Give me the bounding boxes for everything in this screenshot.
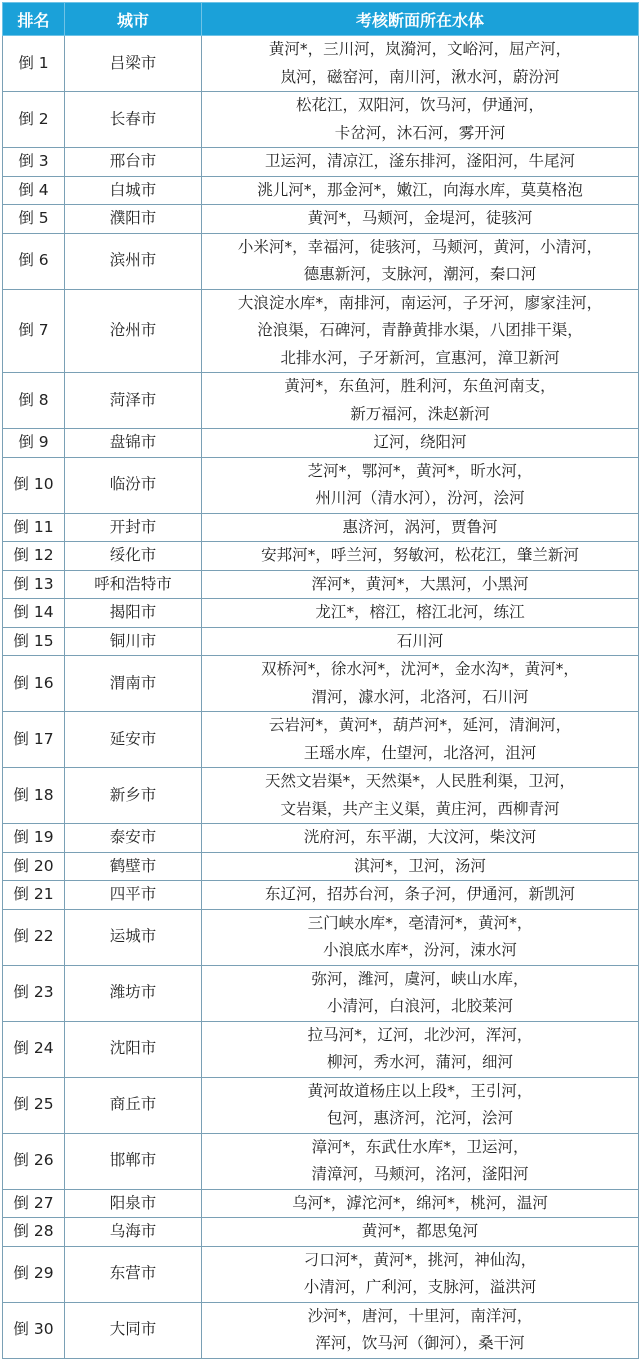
city-cell: 泰安市 (65, 824, 202, 853)
rank-cell: 倒 21 (3, 881, 65, 910)
table-row (3, 205, 639, 234)
rank-cell: 倒 8 (3, 373, 65, 429)
header-water: 考核断面所在水体 (202, 3, 639, 36)
rank-cell: 倒 9 (3, 429, 65, 458)
rank-cell: 倒 11 (3, 513, 65, 542)
water-cell (202, 542, 639, 571)
water-cell (202, 36, 639, 92)
water-cell (202, 1246, 639, 1302)
table-row (3, 513, 639, 542)
water-line: 芝河*，鄂河*，黄河*，昕水河， (307, 461, 533, 480)
table-row (3, 1218, 639, 1247)
header-city: 城市 (65, 3, 202, 36)
city-cell: 邢台市 (65, 148, 202, 177)
table-row (3, 92, 639, 148)
rank-cell: 倒 1 (3, 36, 65, 92)
rank-cell: 倒 15 (3, 627, 65, 656)
table-row (3, 712, 639, 768)
city-cell: 濮阳市 (65, 205, 202, 234)
city-cell: 潍坊市 (65, 965, 202, 1021)
water-line: 黄河*，都思兔河 (361, 1222, 479, 1240)
city-cell: 滨州市 (65, 233, 202, 289)
water-cell (202, 92, 639, 148)
water-cell (202, 1218, 639, 1247)
table-body (3, 36, 639, 1359)
rank-cell: 倒 7 (3, 289, 65, 373)
table-row (3, 965, 639, 1021)
water-cell (202, 599, 639, 628)
city-cell: 新乡市 (65, 768, 202, 824)
water-line: 小浪底水库*，汾河，涑水河 (323, 941, 517, 959)
water-line: 卫运河，清凉江，滏东排河，滏阳河，牛尾河 (264, 152, 575, 170)
table-row (3, 909, 639, 965)
city-cell: 菏泽市 (65, 373, 202, 429)
header-rank: 排名 (3, 3, 65, 36)
rank-cell: 倒 28 (3, 1218, 65, 1247)
city-cell: 沈阳市 (65, 1021, 202, 1077)
city-cell: 铜川市 (65, 627, 202, 656)
water-line: 沙河*，唐河，十里河，南洋河， (307, 1306, 533, 1325)
water-line: 三门峡水库*，亳清河*，黄河*， (307, 913, 533, 932)
water-line: 文岩渠，共产主义渠，黄庄河，西柳青河 (280, 799, 560, 818)
rank-cell: 倒 13 (3, 570, 65, 599)
table-row (3, 656, 639, 712)
table-row (3, 1077, 639, 1133)
water-line: 双桥河*，徐水河*，沋河*，金水沟*，黄河*， (261, 660, 579, 678)
city-cell: 呼和浩特市 (65, 570, 202, 599)
water-line: 安邦河*，呼兰河，努敏河，松花江，肇兰新河 (261, 546, 579, 564)
rank-cell: 倒 24 (3, 1021, 65, 1077)
rank-cell: 倒 23 (3, 965, 65, 1021)
water-cell (202, 627, 639, 656)
table-row (3, 1246, 639, 1302)
table-header-row (3, 3, 639, 36)
water-cell (202, 712, 639, 768)
water-cell (202, 1021, 639, 1077)
city-cell: 延安市 (65, 712, 202, 768)
rank-cell: 倒 26 (3, 1133, 65, 1189)
city-cell: 长春市 (65, 92, 202, 148)
rank-cell: 倒 22 (3, 909, 65, 965)
water-line: 拉马河*，辽河，北沙河，浑河， (307, 1025, 533, 1044)
water-cell (202, 1077, 639, 1133)
water-cell (202, 656, 639, 712)
table-row (3, 1302, 639, 1358)
rank-cell: 倒 20 (3, 852, 65, 881)
water-line: 洸府河，东平湖，大汶河，柴汶河 (303, 828, 537, 846)
water-line: 小米河*，幸福河，徒骇河，马颊河，黄河，小清河， (237, 237, 603, 256)
rank-cell: 倒 4 (3, 176, 65, 205)
city-cell: 开封市 (65, 513, 202, 542)
table-row (3, 457, 639, 513)
rank-cell: 倒 30 (3, 1302, 65, 1358)
water-line: 漳河*，东武仕水库*，卫运河， (311, 1137, 529, 1156)
rank-cell: 倒 16 (3, 656, 65, 712)
rank-cell: 倒 12 (3, 542, 65, 571)
water-line: 王瑶水库，仕望河，北洛河，沮河 (303, 743, 537, 762)
water-line: 洮儿河*，那金河*，嫩江，向海水库，莫莫格泡 (257, 180, 583, 199)
rank-cell: 倒 3 (3, 148, 65, 177)
water-line: 小清河，白浪河，北胶莱河 (326, 997, 513, 1015)
water-line: 清漳河，马颊河，洺河，滏阳河 (311, 1165, 529, 1183)
water-cell (202, 205, 639, 234)
table-row (3, 233, 639, 289)
rank-cell: 倒 2 (3, 92, 65, 148)
water-line: 卡岔河，沐石河，雾开河 (334, 123, 506, 142)
city-cell: 运城市 (65, 909, 202, 965)
table-row (3, 1133, 639, 1189)
water-cell (202, 570, 639, 599)
city-cell: 阳泉市 (65, 1189, 202, 1218)
water-line: 德惠新河，支脉河，潮河，秦口河 (303, 265, 537, 283)
water-line: 龙江*，榕江，榕江北河，练江 (315, 603, 525, 621)
city-cell: 鹤壁市 (65, 852, 202, 881)
water-line: 渭河，澽水河，北洛河，石川河 (311, 687, 529, 706)
water-line: 浑河，饮马河（御河），桑干河 (315, 1334, 525, 1352)
city-cell: 临汾市 (65, 457, 202, 513)
table-row (3, 768, 639, 824)
rank-cell: 倒 17 (3, 712, 65, 768)
city-cell: 吕梁市 (65, 36, 202, 92)
water-line: 淇河*，卫河，汤河 (354, 856, 486, 875)
water-cell (202, 233, 639, 289)
city-cell: 乌海市 (65, 1218, 202, 1247)
water-line: 刁口河*，黄河*，挑河，神仙沟， (303, 1250, 537, 1269)
table-row (3, 429, 639, 458)
water-cell (202, 429, 639, 458)
water-line: 州川河（清水河），汾河，浍河 (315, 489, 525, 507)
water-line: 大浪淀水库*，南排河，南运河，子牙河，廖家洼河， (237, 293, 603, 312)
table-row (3, 570, 639, 599)
city-cell: 四平市 (65, 881, 202, 910)
city-cell: 商丘市 (65, 1077, 202, 1133)
water-cell (202, 373, 639, 429)
water-cell (202, 881, 639, 910)
water-line: 沧浪渠，石碑河，青静黄排水渠，八团排干渠， (257, 321, 583, 339)
city-cell: 沧州市 (65, 289, 202, 373)
water-cell (202, 852, 639, 881)
water-cell (202, 513, 639, 542)
water-line: 云岩河*，黄河*，葫芦河*，延河，清涧河， (268, 716, 572, 734)
water-line: 松花江，双阳河，饮马河，伊通河， (295, 96, 544, 114)
city-cell: 盘锦市 (65, 429, 202, 458)
water-cell (202, 457, 639, 513)
city-cell: 邯郸市 (65, 1133, 202, 1189)
water-cell (202, 1189, 639, 1218)
water-line: 辽河，绕阳河 (373, 433, 467, 451)
table-row (3, 289, 639, 373)
rank-cell: 倒 27 (3, 1189, 65, 1218)
water-line: 天然文岩渠*，天然渠*，人民胜利渠，卫河， (264, 772, 575, 790)
city-cell: 白城市 (65, 176, 202, 205)
ranking-table (2, 2, 639, 1359)
water-line: 柳河，秀水河，蒲河，细河 (326, 1053, 513, 1071)
city-cell: 绥化市 (65, 542, 202, 571)
table-row (3, 852, 639, 881)
table-row (3, 1189, 639, 1218)
table-row (3, 881, 639, 910)
water-cell (202, 148, 639, 177)
water-line: 石川河 (396, 631, 444, 650)
city-cell: 渭南市 (65, 656, 202, 712)
table-row (3, 542, 639, 571)
water-cell (202, 289, 639, 373)
table-row (3, 373, 639, 429)
rank-cell: 倒 18 (3, 768, 65, 824)
water-line: 东辽河，招苏台河，条子河，伊通河，新凯河 (264, 885, 575, 903)
table-row (3, 599, 639, 628)
table-row (3, 176, 639, 205)
water-line: 黄河*，马颊河，金堤河，徒骇河 (307, 209, 533, 227)
water-line: 包河，惠济河，沱河，浍河 (326, 1109, 513, 1127)
water-line: 黄河*，东鱼河，胜利河，东鱼河南支， (284, 377, 556, 395)
rank-cell: 倒 25 (3, 1077, 65, 1133)
water-line: 北排水河，子牙新河，宣惠河，漳卫新河 (280, 348, 560, 367)
water-line: 岚河，磁窑河，南川河，湫水河，蔚汾河 (280, 67, 560, 86)
water-line: 浑河*，黄河*，大黑河，小黑河 (311, 574, 529, 593)
rank-cell: 倒 5 (3, 205, 65, 234)
water-line: 乌河*，滹沱河*，绵河*，桃河，温河 (292, 1193, 548, 1212)
rank-cell: 倒 29 (3, 1246, 65, 1302)
water-line: 小清河，广利河，支脉河，溢洪河 (303, 1278, 537, 1296)
rank-cell: 倒 14 (3, 599, 65, 628)
table-row (3, 1021, 639, 1077)
water-cell (202, 1133, 639, 1189)
water-line: 惠济河，涡河，贾鲁河 (342, 517, 498, 536)
water-cell (202, 1302, 639, 1358)
city-cell: 大同市 (65, 1302, 202, 1358)
table-row (3, 824, 639, 853)
rank-cell: 倒 19 (3, 824, 65, 853)
water-cell (202, 824, 639, 853)
water-line: 黄河故道杨庄以上段*，王引河， (307, 1081, 533, 1100)
table-row (3, 148, 639, 177)
rank-cell: 倒 10 (3, 457, 65, 513)
city-cell: 东营市 (65, 1246, 202, 1302)
water-cell (202, 965, 639, 1021)
water-cell (202, 176, 639, 205)
water-cell (202, 768, 639, 824)
city-cell: 揭阳市 (65, 599, 202, 628)
water-cell (202, 909, 639, 965)
table-row (3, 627, 639, 656)
rank-cell: 倒 6 (3, 233, 65, 289)
water-line: 新万福河，洙赵新河 (350, 404, 490, 423)
table-row (3, 36, 639, 92)
water-line: 弥河，潍河，虞河，峡山水库， (311, 969, 529, 988)
water-line: 黄河*，三川河，岚漪河，文峪河，屈产河， (268, 40, 572, 58)
